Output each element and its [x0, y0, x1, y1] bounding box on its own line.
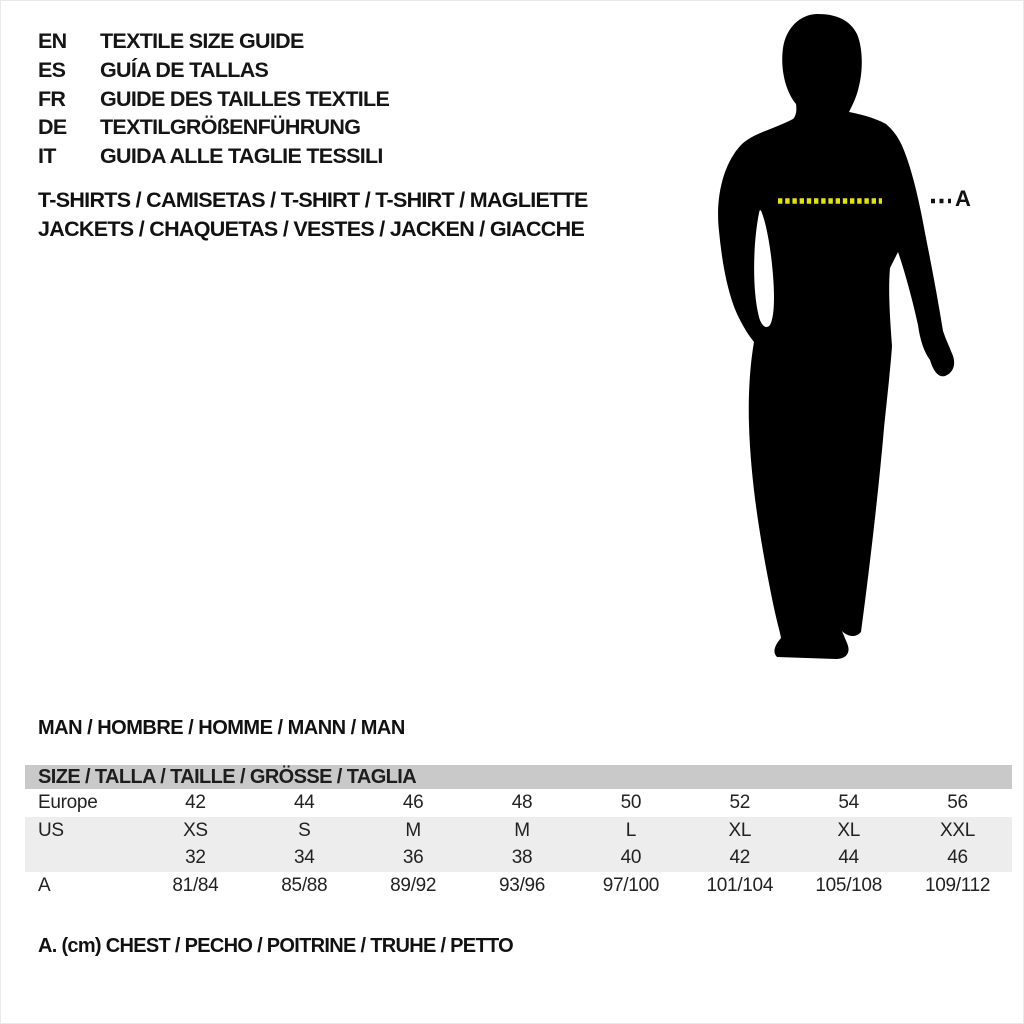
size-cell: M	[405, 819, 421, 841]
size-table-header: SIZE / TALLA / TAILLE / GRÖSSE / TAGLIA	[25, 765, 1012, 789]
size-cell: 42	[185, 792, 206, 813]
language-code: ES	[38, 57, 66, 82]
row-label: Europe	[38, 792, 98, 813]
measurement-label-a: A	[955, 186, 971, 211]
size-cell: 81/84	[172, 874, 219, 896]
guide-title: GUIDE DES TAILLES TEXTILE	[100, 86, 390, 111]
size-cell: 44	[294, 792, 315, 813]
size-cell: 38	[511, 847, 533, 868]
size-cell: 32	[185, 847, 206, 868]
garment-line-tshirts: T-SHIRTS / CAMISETAS / T-SHIRT / T-SHIRT / MAGLIETTE	[38, 188, 588, 212]
size-cell: 34	[294, 847, 315, 868]
size-cell: M	[514, 819, 530, 841]
language-row	[38, 27, 389, 56]
garment-types	[38, 186, 588, 244]
size-cell: 109/112	[924, 874, 991, 896]
man-silhouette-shape	[718, 14, 954, 659]
size-cell: 46	[402, 792, 424, 813]
size-cell: 93/96	[499, 874, 546, 896]
language-code: EN	[38, 29, 67, 53]
size-cell: XXL	[940, 819, 976, 841]
size-cell: 52	[729, 792, 751, 813]
table-row-us	[25, 817, 1012, 845]
guide-title: GUÍA DE TALLAS	[100, 57, 269, 82]
language-row	[38, 85, 389, 114]
size-cell: 46	[947, 847, 968, 868]
size-cell: 48	[511, 792, 533, 813]
gender-title: MAN / HOMBRE / HOMME / MANN / MAN	[38, 717, 405, 739]
table-row-europe	[25, 789, 1012, 817]
size-cell: 89/92	[390, 874, 437, 896]
size-cell: 85/88	[281, 874, 328, 896]
language-code: IT	[38, 144, 56, 169]
language-code: FR	[38, 86, 66, 111]
garment-line-jackets: JACKETS / CHAQUETAS / VESTES / JACKEN / GIACCHE	[38, 217, 585, 241]
man-silhouette-icon	[680, 0, 980, 680]
table-row-numeric	[25, 844, 1012, 872]
size-cell: L	[625, 819, 637, 841]
measurement-footnote: A. (cm) CHEST / PECHO / POITRINE / TRUHE / PETTO	[38, 935, 513, 957]
size-cell: 56	[947, 792, 968, 813]
language-row	[38, 113, 389, 142]
guide-title: TEXTILGRÖßENFÜHRUNG	[100, 115, 361, 140]
size-cell: 40	[620, 847, 642, 868]
row-label: US	[38, 819, 64, 841]
language-row	[38, 56, 389, 85]
guide-title: TEXTILE SIZE GUIDE	[100, 29, 304, 53]
size-cell: 101/104	[706, 874, 774, 896]
size-cell: 36	[402, 847, 424, 868]
size-cell: 42	[729, 847, 751, 868]
language-title-list	[38, 27, 389, 171]
size-cell: 97/100	[602, 874, 660, 896]
size-cell: 105/108	[815, 874, 882, 896]
size-cell: XS	[183, 819, 208, 841]
size-cell: 54	[838, 792, 859, 813]
row-label	[25, 844, 141, 872]
row-label: A	[38, 874, 51, 896]
size-cell: XL	[837, 819, 860, 841]
table-row-chest	[25, 872, 1012, 900]
size-cell: 44	[838, 847, 859, 868]
language-row	[38, 142, 389, 171]
size-cell: S	[298, 819, 311, 841]
guide-title: GUIDA ALLE TAGLIE TESSILI	[100, 144, 383, 169]
language-code: DE	[38, 115, 67, 140]
size-cell: 50	[620, 792, 642, 813]
size-cell: XL	[728, 819, 752, 841]
size-table	[25, 765, 1012, 899]
